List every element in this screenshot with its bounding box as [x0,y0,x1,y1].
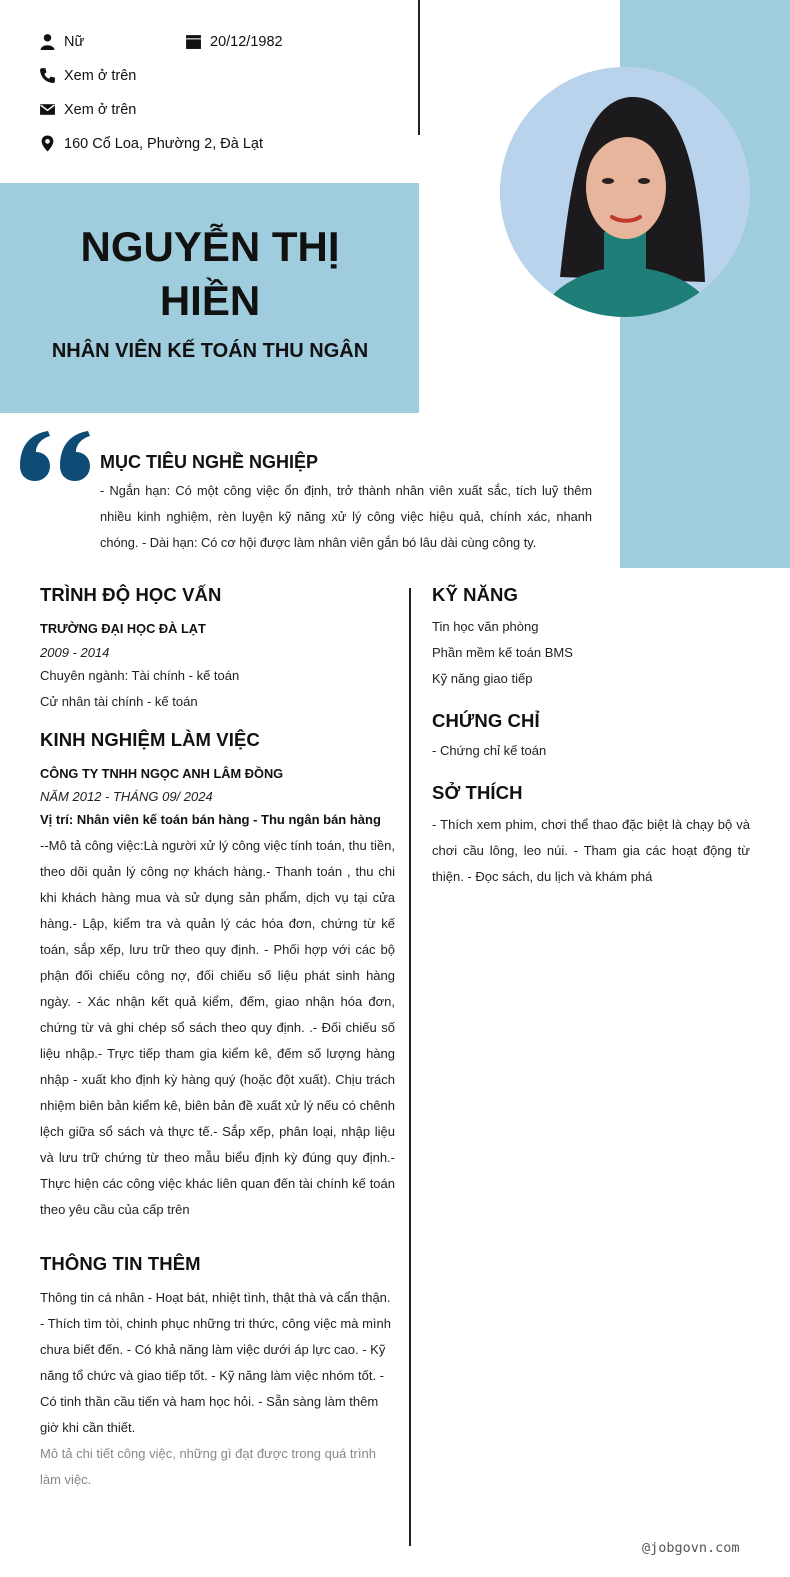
hobbies-heading: SỞ THÍCH [432,782,523,803]
phone-icon [39,67,56,84]
gender-value: Nữ [64,33,85,50]
contact-gender [39,33,84,50]
experience-company: CÔNG TY TNHH NGỌC ANH LÂM ĐỒNG [40,766,284,781]
education-school: TRƯỜNG ĐẠI HỌC ĐÀ LẠT [40,621,206,636]
certificate-item: - Chứng chỉ kế toán [432,743,547,758]
education-period: 2009 - 2014 [40,645,110,660]
divider-top [418,0,420,135]
skill-item: Kỹ năng giao tiếp [432,671,533,686]
education-degree: Cử nhân tài chính - kế toán [40,694,198,709]
objective-heading: MỤC TIÊU NGHỀ NGHIỆP [100,452,319,472]
right-column [432,584,750,890]
profile-photo [500,67,750,317]
experience-description: --Mô tả công việc:Là người xử lý công việc tính toán, thu tiền, theo dõi quản lý công nợ khách hàng.- Thanh toán , thu chi khi khách hàng mua và sử dụng sản phẩm, dịch vụ tại cửa hàng.- Lập, kiểm tra và quản lý các hóa đơn, chứng từ kế toán, sắp xếp, lưu trữ theo quy định. - Phối hợp với các bộ phận đối chiếu công nợ, đối chiếu số liệu phát sinh hàng ngày. - Xác nhận kết quả kiểm, đếm, giao nhận hóa đơn, chứng từ và ghi chép sổ sách theo quy định. .- Đối chiếu số liệu nhập.- Trực tiếp tham gia kiểm kê, đếm số lượng hàng nhập - xuất kho định kỳ hàng quý (hoặc đột xuất). Chịu trách nhiệm biên bản kiểm kê, biên bản đề xuất xử lý nếu có chênh lệch giữa sổ sách và thực tế.- Sắp xếp, phân loại, nhập liệu và lưu trữ chứng từ theo mẫu biểu định kỳ đúng quy định.- Thực hiện các công việc khác liên quan đến tài chính kế toán theo yêu cầu của cấp trên [40,838,395,1217]
left-column [40,584,395,1493]
quote-icon [18,430,96,482]
name-line-2: HIỀN [159,277,261,324]
contact-dob [185,33,283,50]
column-divider [409,588,411,1546]
contact-email [39,101,136,118]
user-icon [39,33,56,50]
objective-text: - Ngắn hạn: Có một công việc ổn định, trở thành nhân viên xuất sắc, tích luỹ thêm nhiều kinh nghiệm, rèn luyện kỹ năng xử lý công việc hiệu quả, chính xác, nhanh chóng. - Dài hạn: Có cơ hội được làm nhân viên gắn bó lâu dài cùng công ty. [100,483,592,550]
experience-period: NĂM 2012 - THÁNG 09/ 2024 [40,789,213,804]
additional-text: Thông tin cá nhân - Hoạt bát, nhiệt tình, thật thà và cẩn thận. - Thích tìm tòi, chinh phục những tri thức, công việc mà mình chưa biết đến. - Có khả năng làm việc dưới áp lực cao. - Kỹ năng tổ chức và giao tiếp tốt. - Kỹ năng làm việc nhóm tốt. - Có tinh thần cầu tiến và ham học hỏi. - Sẵn sàng làm thêm giờ khi cần thiết. [40,1290,391,1435]
address-value: 160 Cổ Loa, Phường 2, Đà Lạt [64,135,263,152]
watermark: @jobgovn.com [642,1540,740,1556]
experience-heading: KINH NGHIỆM LÀM VIỆC [40,729,260,750]
hobbies-text: - Thích xem phim, chơi thể thao đặc biệt là chạy bộ và chơi cầu lông, leo núi. - Tham gia các hoạt động từ thiện. - Đọc sách, du lịch và khám phá [432,817,750,884]
education-heading: TRÌNH ĐỘ HỌC VẤN [40,584,222,605]
location-pin-icon [39,135,56,152]
mail-icon [39,101,56,118]
certificates-heading: CHỨNG CHỈ [432,710,540,731]
candidate-name [20,220,400,328]
additional-heading: THÔNG TIN THÊM [40,1253,201,1274]
skills-heading: KỸ NĂNG [432,584,519,605]
calendar-icon [185,33,202,50]
skill-item: Phần mềm kế toán BMS [432,645,573,660]
name-line-1: NGUYỄN THỊ [80,223,340,270]
education-major: Chuyên ngành: Tài chính - kế toán [40,668,240,683]
dob-value: 20/12/1982 [210,33,283,50]
contact-phone [39,67,136,84]
experience-position: Vị trí: Nhân viên kế toán bán hàng - Thu ngân bán hàng [40,812,381,827]
job-title: NHÂN VIÊN KẾ TOÁN THU NGÂN [51,340,369,362]
phone-value: Xem ở trên [64,67,137,84]
contact-address [39,135,263,152]
additional-placeholder: Mô tả chi tiết công việc, những gì đạt được trong quá trình làm việc. [40,1446,376,1487]
email-value: Xem ở trên [64,101,137,118]
skill-item: Tin học văn phòng [432,619,539,634]
